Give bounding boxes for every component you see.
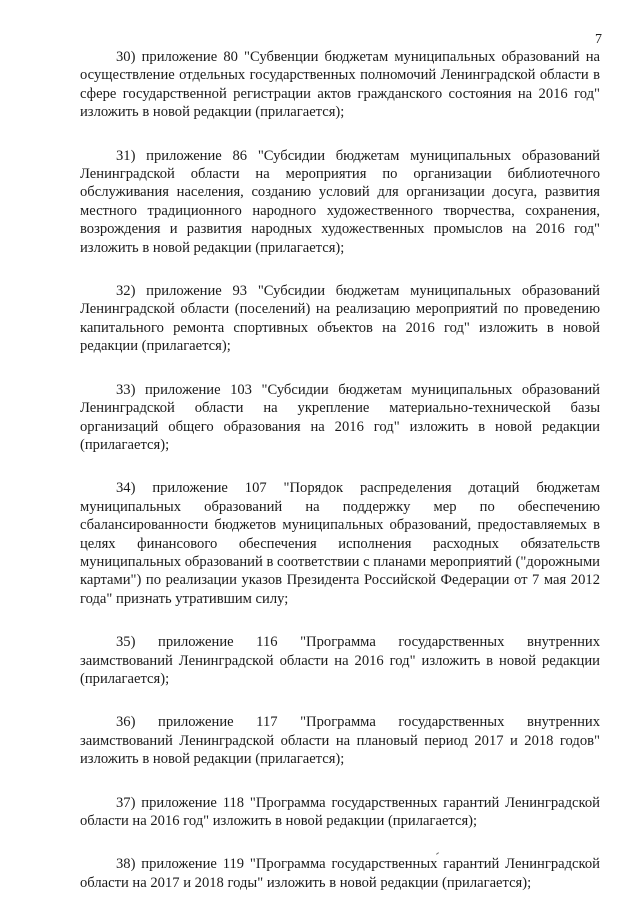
list-item-38: 38) приложение 119 "Программа государственных гарантий Ленинградской области на 2017 и 2018 годы" изложить в новой редакции (прилагается); bbox=[80, 856, 600, 891]
list-item-30: 30) приложение 80 "Субвенции бюджетам муниципальных образований на осуществление отдельных государственных полномочий Ленинградской области в сфере государственной регистрации актов гражданского состояния на 2016 год" изложить в новой редакции (прилагается); bbox=[80, 49, 600, 121]
list-item-31: 31) приложение 86 "Субсидии бюджетам муниципальных образований Ленинградской области на мероприятия по организации библиотечного обслуживания населения, созданию условий для организации досуга, развития местного традиционного народного художественного творчества, сохранения, возрождения и развития народных художественных промыслов на 2016 год" изложить в новой редакции (прилагается); bbox=[80, 147, 600, 256]
list-item-34: 34) приложение 107 "Порядок распределения дотаций бюджетам муниципальных образований на поддержку мер по обеспечению сбалансированности бюджетов муниципальных образований, предоставляемых в целях финансового обеспечения исполнения расходных обязательств муниципальных образований в соответствии с планами мероприятий ("дорожными картами") по реализации указов Президента Российской Федерации от 7 мая 2012 года" признать утратившим силу; bbox=[80, 480, 600, 607]
list-item-36: 36) приложение 117 "Программа государственных внутренних заимствований Ленинградской области на плановый период 2017 и 2018 годов" изложить в новой редакции (прилагается); bbox=[80, 714, 600, 768]
list-item-33: 33) приложение 103 "Субсидии бюджетам муниципальных образований Ленинградской области на укрепление материально-технической базы организаций общего образования на 2016 год" изложить в новой редакции (прилагается); bbox=[80, 381, 600, 453]
list-item-32: 32) приложение 93 "Субсидии бюджетам муниципальных образований Ленинградской области (поселений) на реализацию мероприятий по проведению капитального ремонта спортивных объектов на 2016 год" изложить в новой редакции (прилагается); bbox=[80, 283, 600, 355]
document-body bbox=[80, 48, 600, 917]
page-number: 7 bbox=[595, 32, 602, 47]
list-item-37: 37) приложение 118 "Программа государственных гарантий Ленинградской области на 2016 год" изложить в новой редакции (прилагается); bbox=[80, 794, 600, 829]
list-item-35: 35) приложение 116 "Программа государственных внутренних заимствований Ленинградской области на 2016 год" изложить в новой редакции (прилагается); bbox=[80, 634, 600, 687]
